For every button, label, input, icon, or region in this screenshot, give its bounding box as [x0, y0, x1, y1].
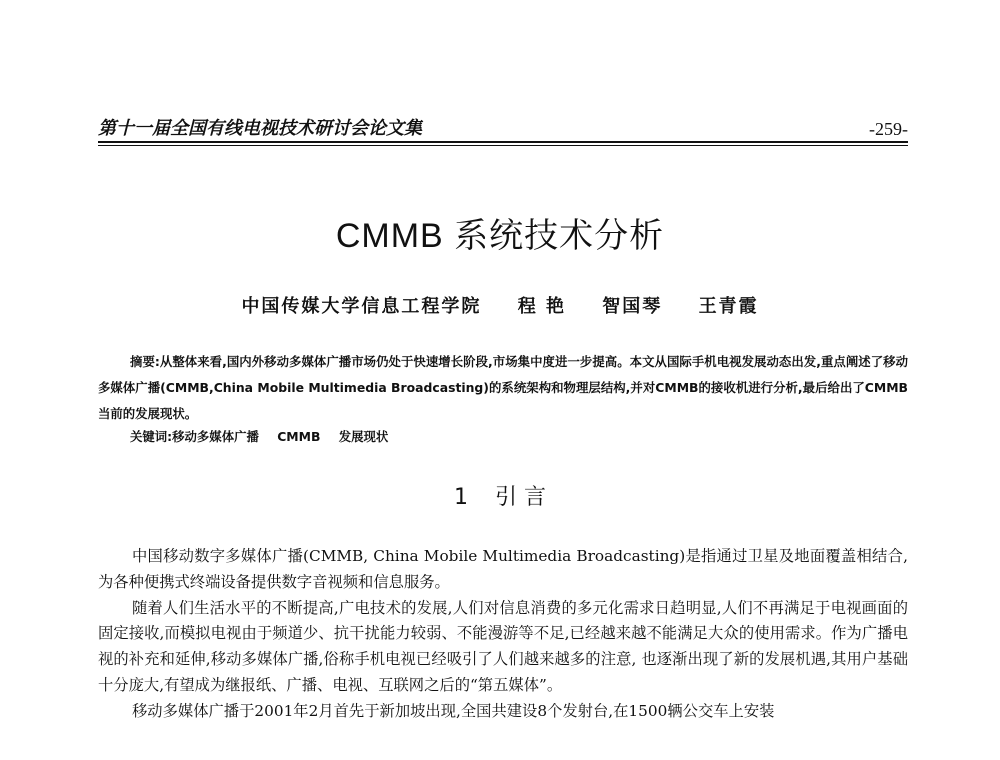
- keyword: CMMB: [277, 429, 321, 444]
- body-text: [98, 544, 908, 725]
- paragraph: 随着人们生活水平的不断提高,广电技术的发展,人们对信息消费的多元化需求日趋明显,人们不再满足于电视画面的固定接收,而模拟电视由于频道少、抗干扰能力较弱、不能漫游等不足,已经越来越不能满足大众的使用需求。作为广播电视的补充和延伸,移动多媒体广播,俗称手机电视已经吸引了人们越来越多的注意, 也逐渐出现了新的发展机遇,其用户基础十分庞大,有望成为继报纸、广播、电视、互联网之后的“第五媒体”。: [98, 598, 908, 694]
- header-rule: [98, 141, 908, 143]
- paragraph: 中国移动数字多媒体广播(CMMB, China Mobile Multimedia Broadcasting)是指通过卫星及地面覆盖相结合,为各种便携式终端设备提供数字音视频和信息服务。: [98, 547, 908, 591]
- running-header: [98, 114, 908, 140]
- abstract: [98, 349, 908, 427]
- section-heading: [0, 480, 1000, 511]
- keyword: 移动多媒体广播: [172, 429, 259, 444]
- author-name: 王青霞: [698, 296, 759, 317]
- journal-title: 第十一届全国有线电视技术研讨会论文集: [98, 118, 422, 139]
- paper-title: CMMB 系统技术分析: [335, 217, 665, 255]
- page-number: -259-: [869, 119, 908, 139]
- section-number: 1: [454, 485, 468, 510]
- affiliation: 中国传媒大学信息工程学院: [241, 296, 482, 317]
- keywords-label: 关键词:: [130, 429, 173, 444]
- author-line: [0, 292, 1000, 318]
- author-name: 程 艳: [517, 296, 566, 317]
- author-name: 智国琴: [602, 296, 663, 317]
- keywords: [130, 427, 402, 445]
- paragraph: 移动多媒体广播于2001年2月首先于新加坡出现,全国共建设8个发射台,在1500辆公交车上安装: [132, 701, 775, 720]
- abstract-text: 摘要:从整体来看,国内外移动多媒体广播市场仍处于快速增长阶段,市场集中度进一步提高。本文从国际手机电视发展动态出发,重点阐述了移动多媒体广播(CMMB,China Mobile Multimedia Broadcasting)的系统架构和物理层结构,并对CMMB的接收机进行分析,最后给出了CMMB当前的发展现状。: [98, 354, 908, 421]
- section-title: 引 言: [495, 485, 546, 510]
- keyword: 发展现状: [338, 429, 389, 444]
- header-rule-thin: [98, 145, 908, 146]
